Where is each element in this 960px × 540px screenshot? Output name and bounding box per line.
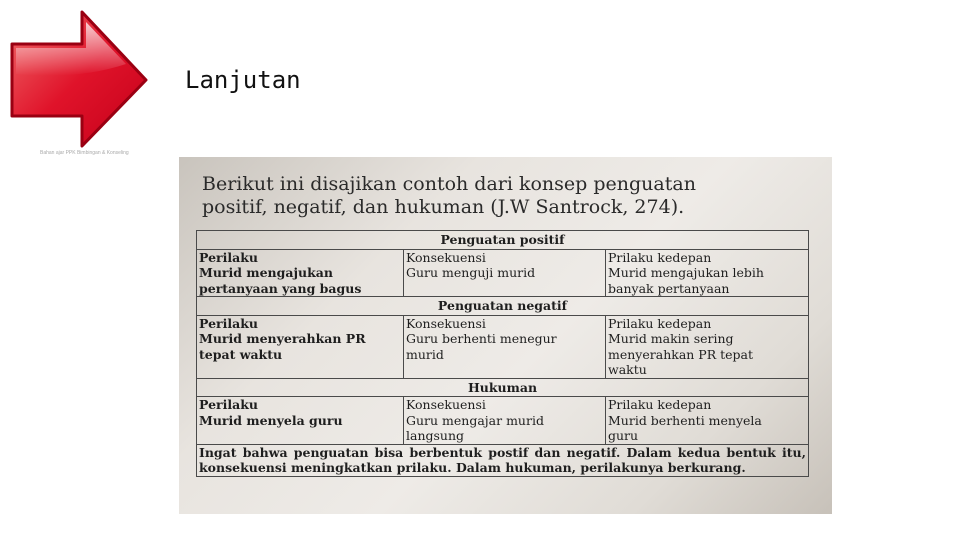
section-header-row	[197, 378, 809, 397]
behavior-cell	[197, 397, 404, 445]
section-title: Penguatan positif	[197, 231, 809, 250]
slide-title: Lanjutan	[185, 66, 301, 94]
section-header-row	[197, 297, 809, 316]
reinforcement-table	[196, 230, 809, 477]
document-heading	[202, 173, 822, 219]
heading-line-2: positif, negatif, dan hukuman (J.W Santrock, 274).	[202, 196, 685, 218]
section-header-row	[197, 231, 809, 250]
cell-line: Prilaku kedepan	[608, 249, 712, 265]
cell-line: Guru mengajar murid	[406, 412, 544, 428]
cell-line: Prilaku kedepan	[608, 397, 712, 412]
red-arrow-icon	[8, 10, 150, 150]
cell-line: Perilaku	[199, 397, 258, 412]
behavior-cell	[197, 315, 404, 378]
cell-line: Perilaku	[199, 249, 258, 265]
cell-line: langsung	[406, 428, 465, 443]
cell-line: Murid menyela guru	[199, 412, 343, 428]
future-behavior-cell	[606, 249, 809, 297]
cell-line: Murid makin sering	[608, 331, 734, 346]
consequence-cell	[404, 249, 606, 297]
note-row	[197, 444, 809, 476]
cell-line: Konsekuensi	[406, 397, 486, 412]
table-row	[197, 315, 809, 378]
cell-line: Prilaku kedepan	[608, 315, 712, 331]
cell-line: Murid menyerahkan PR	[199, 331, 366, 346]
table-row	[197, 249, 809, 297]
behavior-cell	[197, 249, 404, 297]
cell-line: banyak pertanyaan	[608, 280, 730, 296]
cell-line: waktu	[608, 362, 647, 377]
note-cell: Ingat bahwa penguatan bisa berbentuk postif dan negatif. Dalam kedua bentuk itu, konsekuensi meningkatkan prilaku. Dalam hukuman, perilakunya berkurang.	[197, 444, 809, 476]
cell-line: Murid mengajukan	[199, 265, 333, 280]
cell-line: guru	[608, 428, 639, 443]
heading-line-1: Berikut ini disajikan contoh dari konsep penguatan	[202, 173, 696, 195]
consequence-cell	[404, 315, 606, 378]
future-behavior-cell	[606, 315, 809, 378]
cell-line: pertanyaan yang bagus	[199, 280, 362, 296]
cell-line: Konsekuensi	[406, 315, 486, 331]
cell-line: Guru berhenti menegur	[406, 331, 557, 346]
future-behavior-cell	[606, 397, 809, 445]
section-title: Hukuman	[197, 378, 809, 397]
cell-line: Guru menguji murid	[406, 265, 536, 280]
image-credit: Bahan ajar PPK Bimbingan & Konseling	[40, 150, 129, 156]
cell-line: Konsekuensi	[406, 249, 486, 265]
cell-line: Murid berhenti menyela	[608, 412, 762, 428]
cell-line: Murid mengajukan lebih	[608, 265, 764, 280]
cell-line: Perilaku	[199, 315, 258, 331]
cell-line: tepat waktu	[199, 346, 283, 362]
cell-line: murid	[406, 346, 444, 362]
table-row	[197, 397, 809, 445]
section-title: Penguatan negatif	[197, 297, 809, 316]
document-image	[179, 157, 832, 514]
cell-line: menyerahkan PR tepat	[608, 346, 753, 362]
consequence-cell	[404, 397, 606, 445]
